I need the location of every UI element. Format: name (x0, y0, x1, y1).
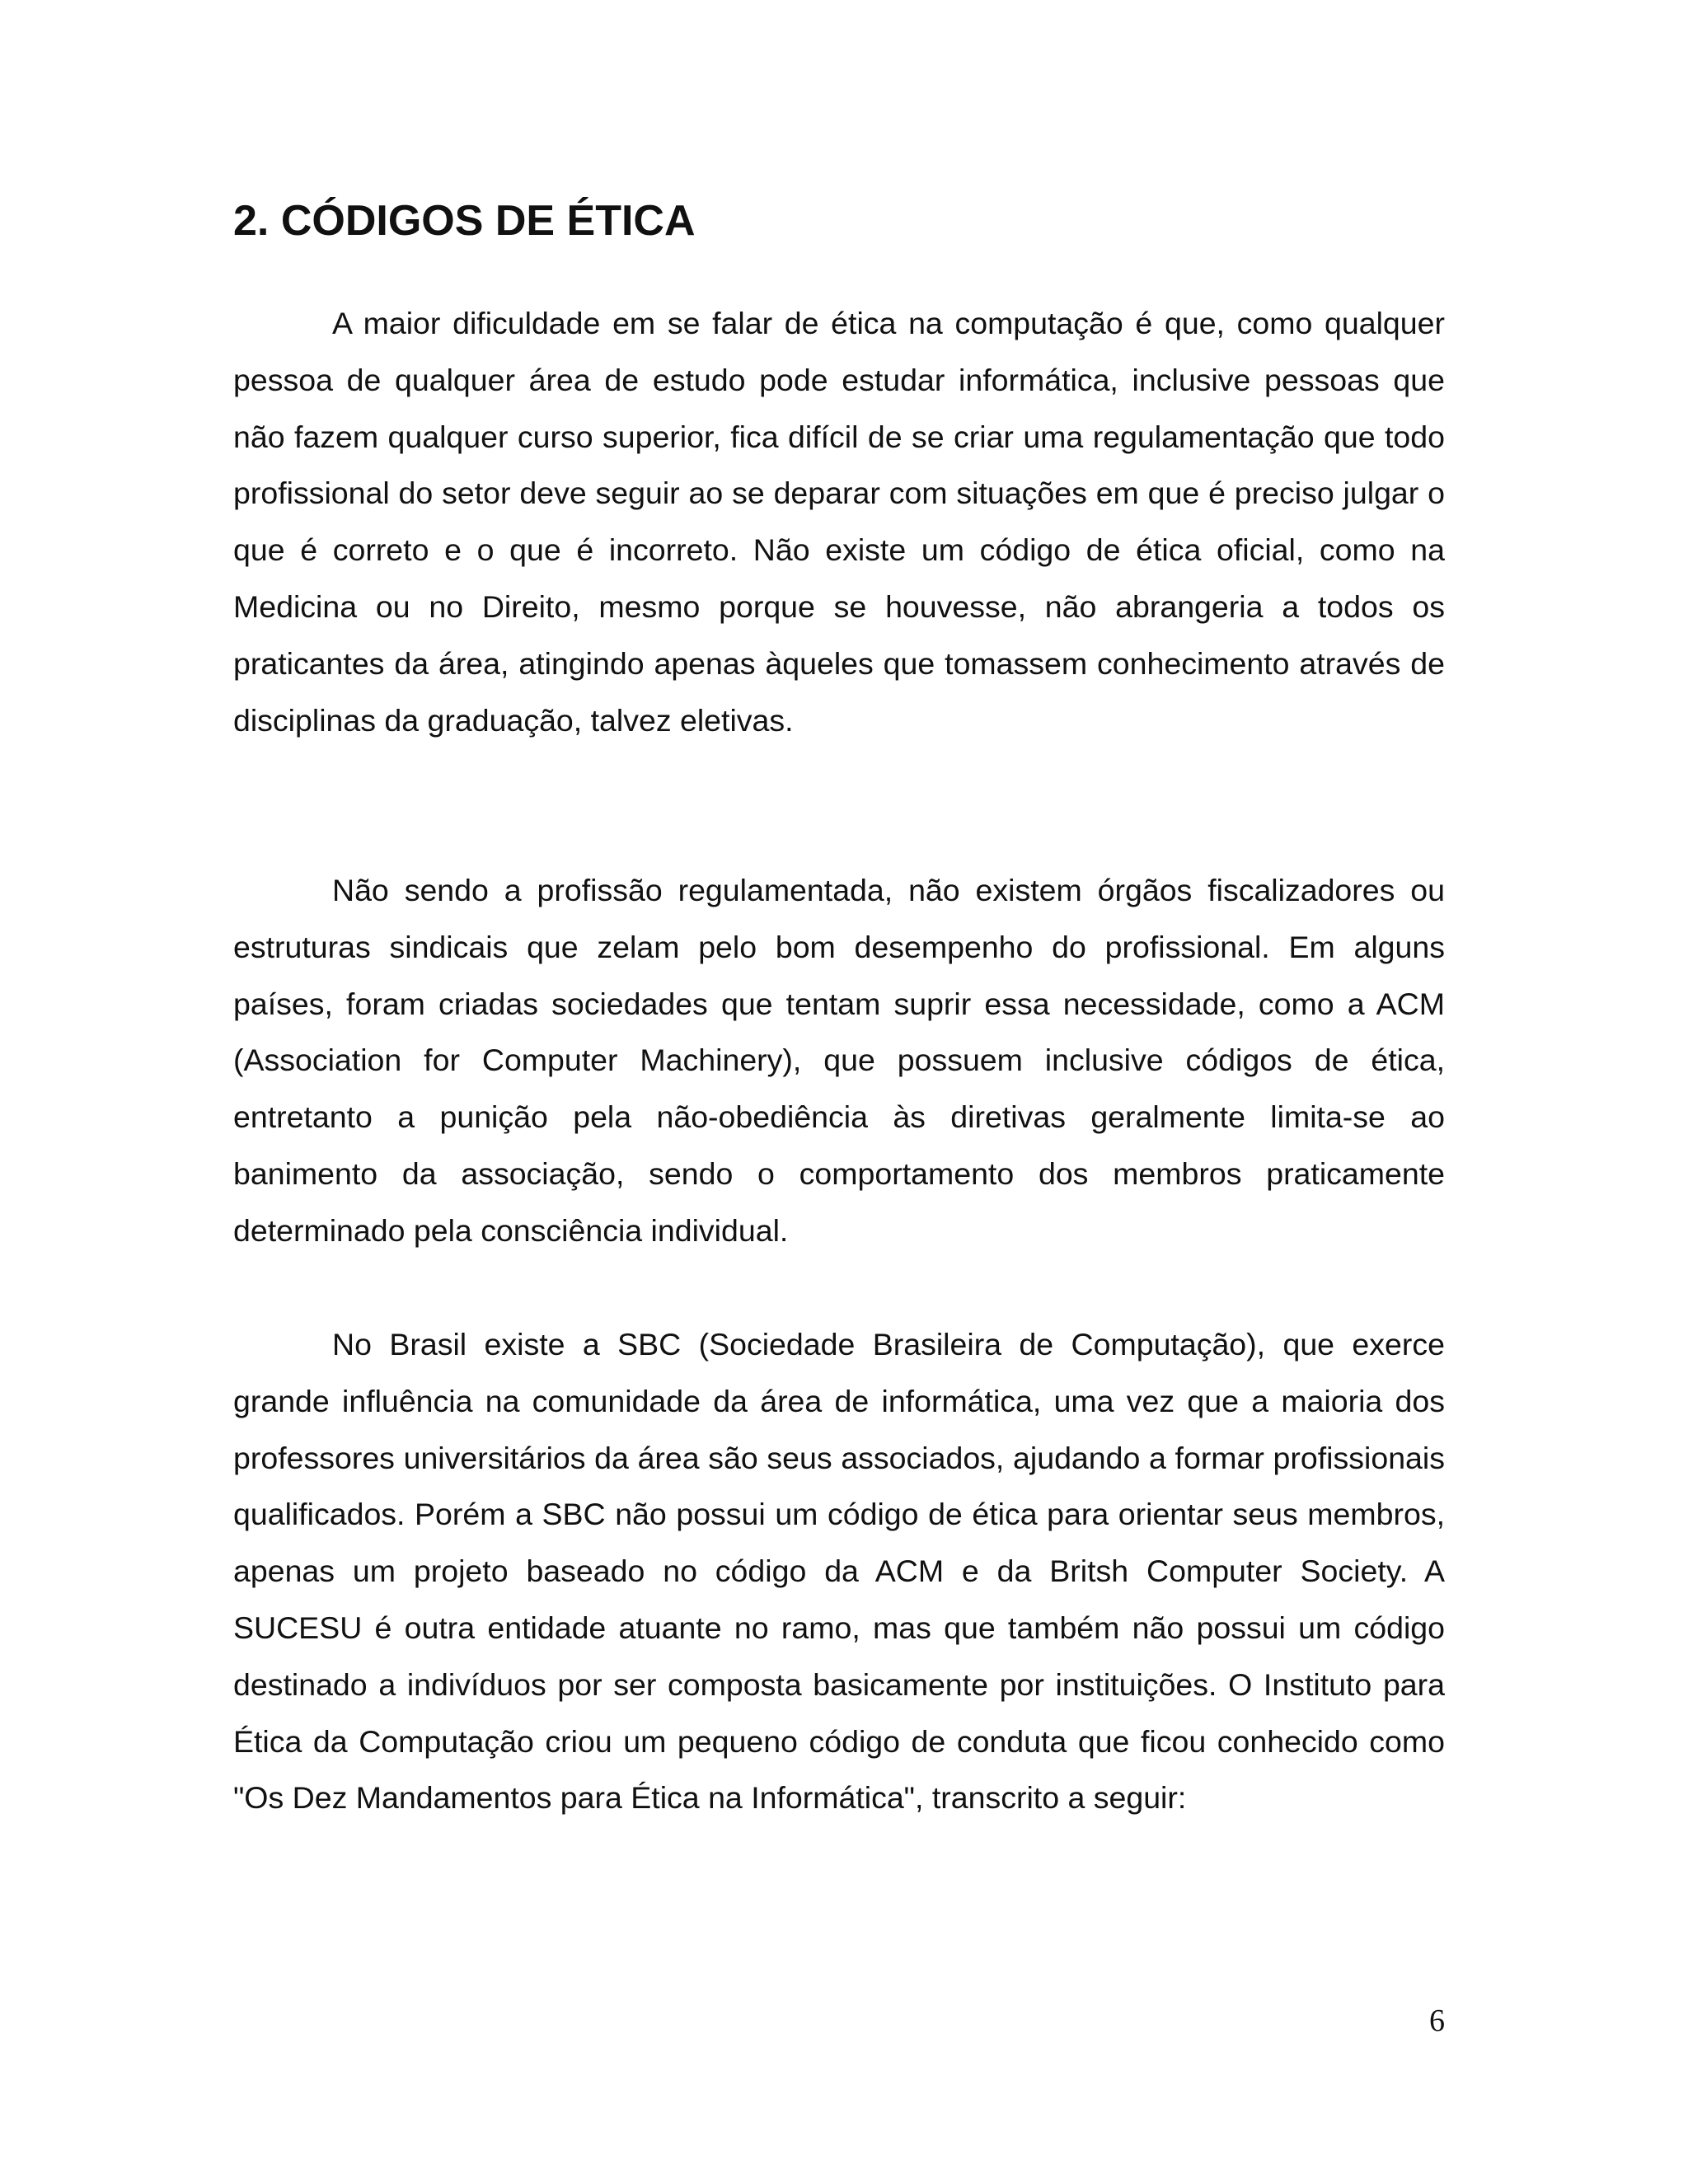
section-heading: 2. CÓDIGOS DE ÉTICA (233, 197, 696, 245)
paragraph-3: No Brasil existe a SBC (Sociedade Brasileira de Computação), que exerce grande influência na comunidade da área de informática, uma vez que a maioria dos professores universitários da área são seus associados, ajudando a formar profissionais qualificados. Porém a SBC não possui um código de ética para orientar seus membros, apenas um projeto baseado no código da ACM e da Britsh Computer Society. A SUCESU é outra entidade atuante no ramo, mas que também não possui um código destinado a indivíduos por ser composta basicamente por instituições. O Instituto para Ética da Computação criou um pequeno código de conduta que ficou conhecido como "Os Dez Mandamentos para Ética na Informática", transcrito a seguir: (233, 1327, 1445, 1816)
paragraph-1: A maior dificuldade em se falar de ética na computação é que, como qualquer pessoa de qualquer área de estudo pode estudar informática, inclusive pessoas que não fazem qualquer curso superior, fica difícil de se criar uma regulamentação que todo profissional do setor deve seguir ao se deparar com situações em que é preciso julgar o que é correto e o que é incorreto. Não existe um código de ética oficial, como na Medicina ou no Direito, mesmo porque se houvesse, não abrangeria a todos os praticantes da área, atingindo apenas àqueles que tomassem conhecimento através de disciplinas da graduação, talvez eletivas. (233, 306, 1445, 738)
page-number: 6 (1429, 2004, 1445, 2038)
paragraph-2: Não sendo a profissão regulamentada, não existem órgãos fiscalizadores ou estruturas sindicais que zelam pelo bom desempenho do profissional. Em alguns países, foram criadas sociedades que tentam suprir essa necessidade, como a ACM (Association for Computer Machinery), que possuem inclusive códigos de ética, entretanto a punição pela não-obediência às diretivas geralmente limita-se ao banimento da associação, sendo o comportamento dos membros praticamente determinado pela consciência individual. (233, 873, 1445, 1248)
